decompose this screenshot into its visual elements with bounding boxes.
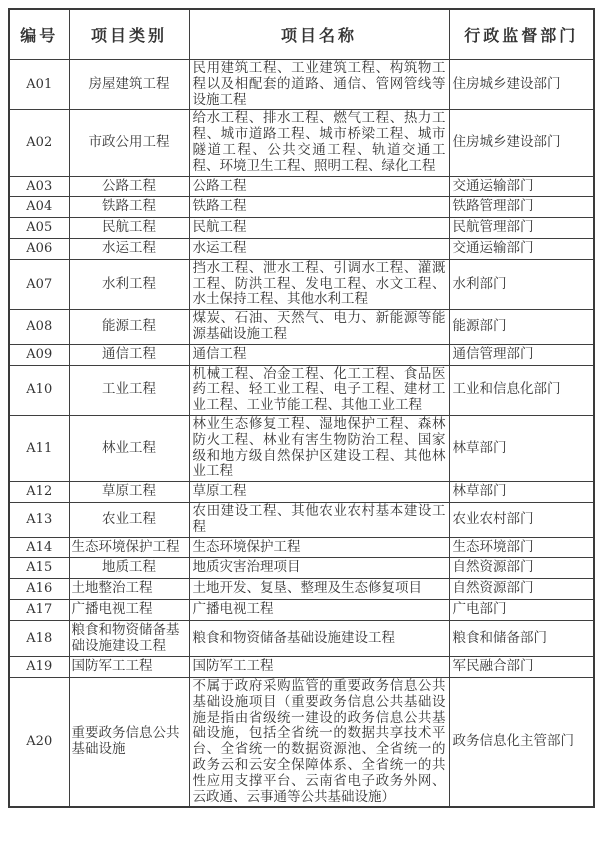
header-row — [9, 9, 594, 60]
cell-category: 广播电视工程 — [69, 599, 189, 620]
cell-name: 不属于政府采购监管的重要政务信息公共基础设施项目（重要政务信息公共基础设施是指由省级统一建设的政务信息公共基础设施，包括全省统一的数据共享技术平台、全省统一的数据资源池、全省统一的政务云和云安全保障体系、全省统一的共性应用支撑平台、云南省电子政务外网、云政通、云事通等公共基础设施） — [189, 678, 449, 808]
cell-category: 铁路工程 — [69, 197, 189, 218]
cell-code: A01 — [9, 60, 69, 110]
table-row — [9, 599, 594, 620]
cell-dept: 交通运输部门 — [449, 238, 594, 259]
table-row — [9, 238, 594, 259]
cell-dept: 粮食和储备部门 — [449, 620, 594, 657]
table-row — [9, 176, 594, 197]
cell-dept: 铁路管理部门 — [449, 197, 594, 218]
cell-dept: 自然资源部门 — [449, 579, 594, 600]
cell-category: 农业工程 — [69, 502, 189, 537]
cell-code: A20 — [9, 678, 69, 808]
cell-category: 林业工程 — [69, 415, 189, 481]
cell-name: 林业生态修复工程、湿地保护工程、森林防火工程、林业有害生物防治工程、国家级和地方级自然保护区建设工程、其他林业工程 — [189, 415, 449, 481]
table-row — [9, 310, 594, 345]
cell-dept: 广电部门 — [449, 599, 594, 620]
table-row — [9, 259, 594, 309]
cell-category: 地质工程 — [69, 558, 189, 579]
cell-dept: 交通运输部门 — [449, 176, 594, 197]
cell-dept: 林草部门 — [449, 482, 594, 503]
cell-name: 通信工程 — [189, 344, 449, 365]
cell-category: 重要政务信息公共基础设施 — [69, 678, 189, 808]
cell-category: 水利工程 — [69, 259, 189, 309]
cell-code: A11 — [9, 415, 69, 481]
cell-code: A13 — [9, 502, 69, 537]
cell-name: 民用建筑工程、工业建筑工程、构筑物工程以及相配套的道路、通信、管网管线等设施工程 — [189, 60, 449, 110]
cell-category: 生态环境保护工程 — [69, 537, 189, 558]
header-dept: 行政监督部门 — [449, 9, 594, 60]
cell-category: 草原工程 — [69, 482, 189, 503]
cell-code: A07 — [9, 259, 69, 309]
table-row — [9, 365, 594, 415]
table-row — [9, 60, 594, 110]
cell-dept: 住房城乡建设部门 — [449, 110, 594, 176]
cell-category: 能源工程 — [69, 310, 189, 345]
table-row — [9, 197, 594, 218]
cell-category: 国防军工工程 — [69, 657, 189, 678]
cell-dept: 能源部门 — [449, 310, 594, 345]
cell-code: A03 — [9, 176, 69, 197]
cell-dept: 自然资源部门 — [449, 558, 594, 579]
cell-code: A10 — [9, 365, 69, 415]
cell-name: 土地开发、复垦、整理及生态修复项目 — [189, 579, 449, 600]
header-code: 编号 — [9, 9, 69, 60]
cell-category: 粮食和物资储备基础设施建设工程 — [69, 620, 189, 657]
cell-category: 房屋建筑工程 — [69, 60, 189, 110]
table-row — [9, 558, 594, 579]
cell-dept: 军民融合部门 — [449, 657, 594, 678]
cell-category: 水运工程 — [69, 238, 189, 259]
cell-dept: 民航管理部门 — [449, 218, 594, 239]
cell-code: A19 — [9, 657, 69, 678]
cell-code: A05 — [9, 218, 69, 239]
cell-code: A17 — [9, 599, 69, 620]
cell-name: 挡水工程、泄水工程、引调水工程、灌溉工程、防洪工程、发电工程、水文工程、水土保持工程、其他水利工程 — [189, 259, 449, 309]
cell-code: A09 — [9, 344, 69, 365]
cell-name: 地质灾害治理项目 — [189, 558, 449, 579]
cell-dept: 农业农村部门 — [449, 502, 594, 537]
cell-code: A02 — [9, 110, 69, 176]
project-categories-table — [8, 8, 595, 808]
table-row — [9, 218, 594, 239]
cell-category: 工业工程 — [69, 365, 189, 415]
cell-name: 水运工程 — [189, 238, 449, 259]
cell-code: A12 — [9, 482, 69, 503]
table-row — [9, 537, 594, 558]
table-body — [9, 60, 594, 808]
cell-name: 机械工程、冶金工程、化工工程、食品医药工程、轻工业工程、电子工程、建材工业工程、工业节能工程、其他工业工程 — [189, 365, 449, 415]
table-row — [9, 482, 594, 503]
table-row — [9, 620, 594, 657]
table-row — [9, 110, 594, 176]
cell-category: 公路工程 — [69, 176, 189, 197]
cell-name: 粮食和物资储备基础设施建设工程 — [189, 620, 449, 657]
table-row — [9, 344, 594, 365]
cell-name: 生态环境保护工程 — [189, 537, 449, 558]
cell-code: A06 — [9, 238, 69, 259]
table-row — [9, 415, 594, 481]
cell-name: 国防军工工程 — [189, 657, 449, 678]
cell-dept: 通信管理部门 — [449, 344, 594, 365]
cell-category: 民航工程 — [69, 218, 189, 239]
cell-dept: 政务信息化主管部门 — [449, 678, 594, 808]
cell-code: A18 — [9, 620, 69, 657]
table-row — [9, 678, 594, 808]
cell-dept: 生态环境部门 — [449, 537, 594, 558]
cell-name: 煤炭、石油、天然气、电力、新能源等能源基础设施工程 — [189, 310, 449, 345]
header-category: 项目类别 — [69, 9, 189, 60]
cell-name: 广播电视工程 — [189, 599, 449, 620]
cell-code: A16 — [9, 579, 69, 600]
header-name: 项目名称 — [189, 9, 449, 60]
cell-category: 市政公用工程 — [69, 110, 189, 176]
cell-name: 草原工程 — [189, 482, 449, 503]
cell-name: 民航工程 — [189, 218, 449, 239]
cell-code: A04 — [9, 197, 69, 218]
cell-category: 通信工程 — [69, 344, 189, 365]
table-row — [9, 579, 594, 600]
table-row — [9, 657, 594, 678]
cell-dept: 林草部门 — [449, 415, 594, 481]
cell-name: 给水工程、排水工程、燃气工程、热力工程、城市道路工程、城市桥梁工程、城市隧道工程、公共交通工程、轨道交通工程、环境卫生工程、照明工程、绿化工程 — [189, 110, 449, 176]
cell-name: 农田建设工程、其他农业农村基本建设工程 — [189, 502, 449, 537]
cell-code: A08 — [9, 310, 69, 345]
table-row — [9, 502, 594, 537]
cell-name: 铁路工程 — [189, 197, 449, 218]
cell-name: 公路工程 — [189, 176, 449, 197]
cell-dept: 工业和信息化部门 — [449, 365, 594, 415]
cell-dept: 住房城乡建设部门 — [449, 60, 594, 110]
cell-code: A14 — [9, 537, 69, 558]
cell-dept: 水利部门 — [449, 259, 594, 309]
cell-category: 土地整治工程 — [69, 579, 189, 600]
cell-code: A15 — [9, 558, 69, 579]
